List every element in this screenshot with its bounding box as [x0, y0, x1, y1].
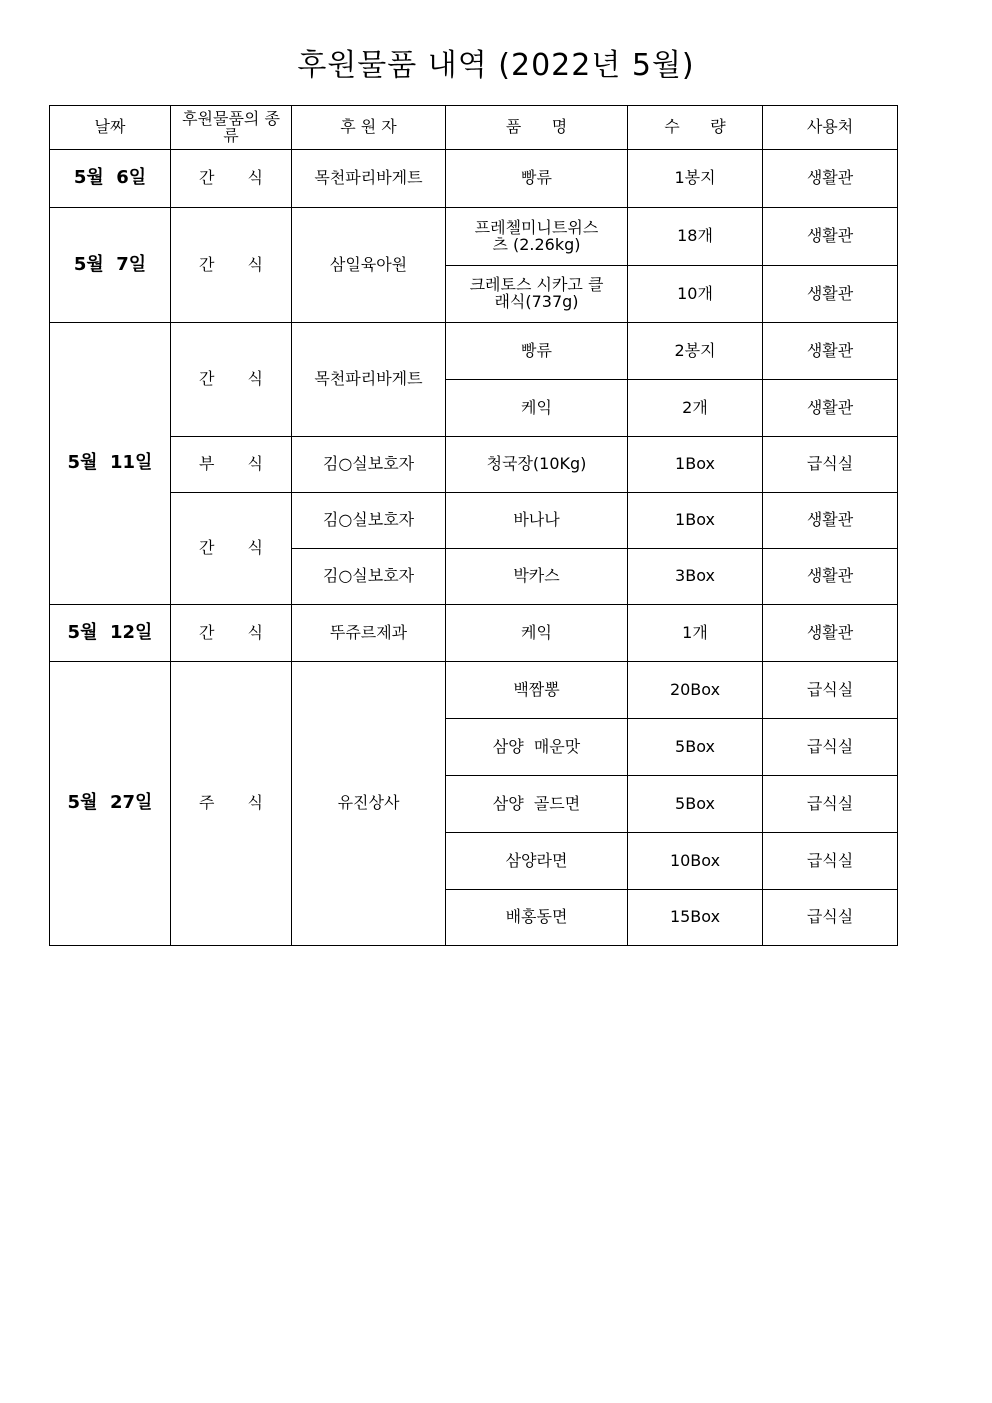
item-cell: 삼양 매운맛: [446, 719, 628, 776]
header-date: 날짜: [50, 106, 171, 150]
header-item: 품 명: [446, 106, 628, 150]
header-donor: 후 원 자: [292, 106, 446, 150]
header-type: 후원물품의 종류: [171, 106, 292, 150]
usage-cell: 생활관: [763, 549, 898, 605]
date-cell: 5월 12일: [50, 605, 171, 662]
donor-cell: 김○실보호자: [292, 549, 446, 605]
usage-cell: 급식실: [763, 833, 898, 890]
item-cell: 빵류: [446, 323, 628, 380]
donor-cell: 목천파리바게트: [292, 323, 446, 437]
donor-cell: 김○실보호자: [292, 437, 446, 493]
qty-cell: 1개: [628, 605, 763, 662]
table-row: [50, 437, 898, 493]
item-cell: 바나나: [446, 493, 628, 549]
qty-cell: 18개: [628, 208, 763, 266]
table-row: [50, 662, 898, 719]
item-cell: 삼양라면: [446, 833, 628, 890]
date-cell: 5월 7일: [50, 208, 171, 323]
header-row: [50, 106, 898, 150]
qty-cell: 10개: [628, 266, 763, 323]
table-row: [50, 323, 898, 380]
donor-cell: 유진상사: [292, 662, 446, 946]
qty-cell: 10Box: [628, 833, 763, 890]
item-cell: 프레첼미니트위스츠 (2.26kg): [446, 208, 628, 266]
usage-cell: 생활관: [763, 605, 898, 662]
page-title: 후원물품 내역 (2022년 5월): [297, 48, 695, 83]
usage-cell: 급식실: [763, 890, 898, 946]
table-row: [50, 208, 898, 266]
header-usage: 사용처: [763, 106, 898, 150]
table-row: [50, 605, 898, 662]
table-row: [50, 150, 898, 208]
qty-cell: 2봉지: [628, 323, 763, 380]
item-cell: 케익: [446, 605, 628, 662]
usage-cell: 급식실: [763, 437, 898, 493]
qty-cell: 20Box: [628, 662, 763, 719]
donor-cell: 목천파리바게트: [292, 150, 446, 208]
type-cell: 부 식: [171, 437, 292, 493]
item-cell: 삼양 골드면: [446, 776, 628, 833]
type-cell: 간 식: [171, 208, 292, 323]
date-cell: 5월 11일: [50, 323, 171, 605]
qty-cell: 1Box: [628, 437, 763, 493]
usage-cell: 생활관: [763, 380, 898, 437]
item-cell: 배홍동면: [446, 890, 628, 946]
qty-cell: 5Box: [628, 719, 763, 776]
item-cell: 박카스: [446, 549, 628, 605]
type-cell: 간 식: [171, 605, 292, 662]
qty-cell: 15Box: [628, 890, 763, 946]
type-cell: 간 식: [171, 323, 292, 437]
usage-cell: 생활관: [763, 150, 898, 208]
header-qty: 수 량: [628, 106, 763, 150]
usage-cell: 생활관: [763, 323, 898, 380]
qty-cell: 1봉지: [628, 150, 763, 208]
qty-cell: 3Box: [628, 549, 763, 605]
type-cell: 주 식: [171, 662, 292, 946]
item-cell: 청국장(10Kg): [446, 437, 628, 493]
donor-cell: 뚜쥬르제과: [292, 605, 446, 662]
date-cell: 5월 6일: [50, 150, 171, 208]
donation-table: [49, 105, 898, 946]
item-cell: 크레토스 시카고 클래식(737g): [446, 266, 628, 323]
donor-cell: 김○실보호자: [292, 493, 446, 549]
type-cell: 간 식: [171, 150, 292, 208]
donor-cell: 삼일육아원: [292, 208, 446, 323]
usage-cell: 급식실: [763, 662, 898, 719]
usage-cell: 생활관: [763, 493, 898, 549]
item-cell: 빵류: [446, 150, 628, 208]
table-row: [50, 493, 898, 549]
item-cell: 백짬뽕: [446, 662, 628, 719]
qty-cell: 1Box: [628, 493, 763, 549]
usage-cell: 생활관: [763, 266, 898, 323]
usage-cell: 생활관: [763, 208, 898, 266]
item-cell: 케익: [446, 380, 628, 437]
qty-cell: 5Box: [628, 776, 763, 833]
type-cell: 간 식: [171, 493, 292, 605]
qty-cell: 2개: [628, 380, 763, 437]
usage-cell: 급식실: [763, 776, 898, 833]
date-cell: 5월 27일: [50, 662, 171, 946]
usage-cell: 급식실: [763, 719, 898, 776]
